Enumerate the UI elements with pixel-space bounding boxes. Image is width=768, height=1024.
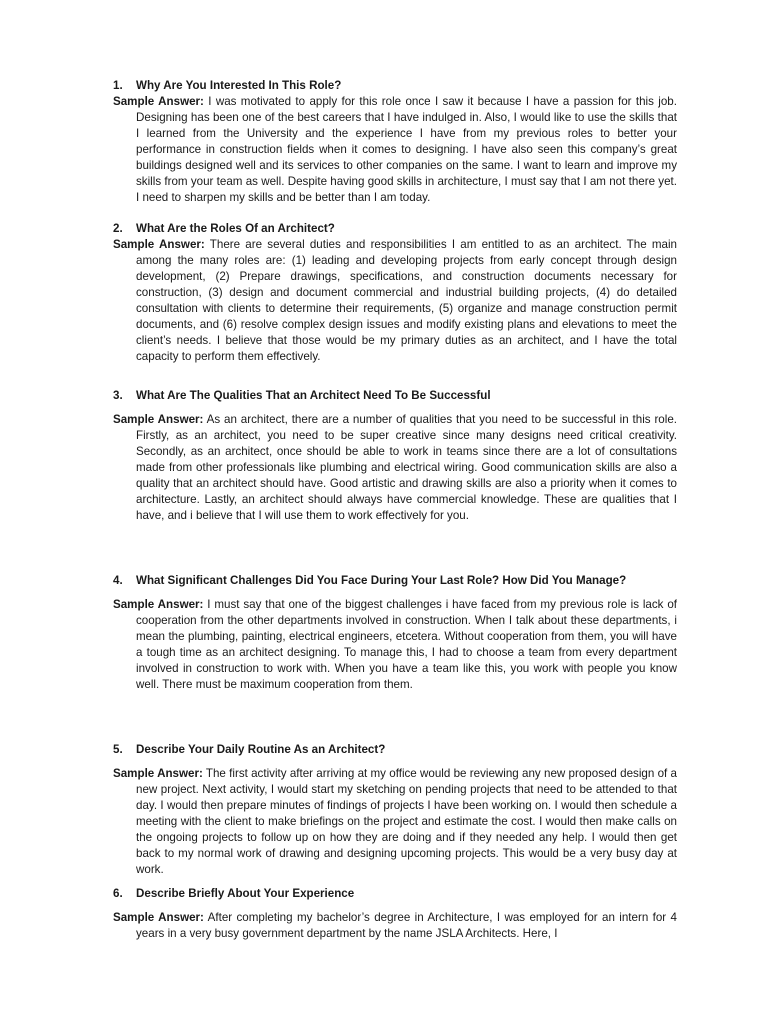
question-heading (113, 78, 677, 94)
question-text: What Are the Roles Of an Architect? (136, 222, 335, 235)
question-number: 5. (113, 743, 123, 756)
answer-label: Sample Answer: (113, 95, 204, 108)
question-number: 4. (113, 574, 123, 587)
answer-label: Sample Answer: (113, 767, 203, 780)
answer-paragraph (113, 910, 677, 942)
qa-item-1 (113, 78, 677, 206)
answer-label: Sample Answer: (113, 238, 205, 251)
question-heading (113, 573, 677, 589)
answer-paragraph (113, 766, 677, 878)
question-heading (113, 221, 677, 237)
qa-item-2 (113, 221, 677, 365)
answer-text: There are several duties and responsibilities I am entitled to as an architect. The main among the many roles are: (1) leading and developing projects from early concept through design development, (2) Prepare drawings, specifications, and construction documents necessary for construction, (3) design and document commercial and industrial building projects, (4) do detailed consultation with clients to determine their requirements, (5) organize and manage construction permit documents, and (6) resolve complex design issues and modify existing plans and elevations to meet the client’s needs. I believe that those would be my primary duties as an architect, and I have the total capacity to perform them effectively. (136, 238, 678, 363)
question-text: Describe Briefly About Your Experience (136, 887, 355, 900)
answer-text: After completing my bachelor’s degree in Architecture, I was employed for an intern for 4 years in a very busy government department by the name JSLA Architects. Here, I (136, 911, 677, 940)
qa-item-4 (113, 573, 677, 693)
question-heading (113, 742, 677, 758)
question-heading (113, 886, 677, 902)
question-text: Why Are You Interested In This Role? (136, 79, 342, 92)
question-text: What Significant Challenges Did You Face During Your Last Role? How Did You Manage? (136, 574, 627, 587)
answer-text: I was motivated to apply for this role once I saw it because I have a passion for this job. Designing has been one of the best careers that I have indulged in. Also, I would like to use the skills that I learned from the University and the experience I have from my previous roles to better your performance in construction fields when it comes to designing. I have also seen this company’s great buildings designed well and its services to other companies on the same. I want to learn and improve my skills from your team as well. Despite having good skills in architecture, I must say that I am not there yet. I need to sharpen my skills and be better than I am today. (136, 95, 677, 204)
question-text: Describe Your Daily Routine As an Architect? (136, 743, 386, 756)
answer-paragraph (113, 412, 677, 524)
question-number: 3. (113, 389, 123, 402)
answer-paragraph (113, 237, 677, 365)
answer-label: Sample Answer: (113, 598, 204, 611)
answer-text: The first activity after arriving at my office would be reviewing any new proposed design of a new project. Next activity, I would start my sketching on pending projects that need to be attended to that day. I would then prepare minutes of findings of projects I have been working on. I would then schedule a meeting with the client to make briefings on the project and estimate the cost. I would then make calls on the ongoing projects to follow up on how they are doing and if they needed any help. I would then get back to my normal work of drawing and designing upcoming projects. This would be a very busy day at work. (136, 767, 677, 876)
qa-item-3 (113, 388, 677, 524)
qa-item-5 (113, 742, 677, 878)
question-number: 6. (113, 887, 123, 900)
question-number: 1. (113, 79, 123, 92)
question-number: 2. (113, 222, 123, 235)
answer-text: As an architect, there are a number of qualities that you need to be successful in this role. Firstly, as an architect, you need to be super creative since many designs need critical creativity. Secondly, as an architect, once should be able to work in teams since there are a lot of consultations made from other professionals like plumbing and electrical wiring. Good communication skills are also a quality that an architect should have. Good artistic and drawing skills are also a priority when it comes to architecture. Lastly, an architect should always have commercial knowledge. These are qualities that I have, and i believe that I will use them to work effectively for you. (136, 413, 678, 522)
question-text: What Are The Qualities That an Architect Need To Be Successful (136, 389, 491, 402)
answer-label: Sample Answer: (113, 413, 204, 426)
answer-label: Sample Answer: (113, 911, 204, 924)
answer-paragraph (113, 94, 677, 206)
question-heading (113, 388, 677, 404)
answer-paragraph (113, 597, 677, 693)
answer-text: I must say that one of the biggest challenges i have faced from my previous role is lack of cooperation from the other departments involved in construction. When I talk about these departments, i mean the plumbing, painting, electrical engineers, etcetera. Without cooperation from them, you will have a tough time as an architect designing. To manage this, I had to choose a team from every department involved in construction to work with. When you have a team like this, you work with people you know well. There must be maximum cooperation from them. (136, 598, 677, 691)
qa-item-6 (113, 886, 677, 942)
